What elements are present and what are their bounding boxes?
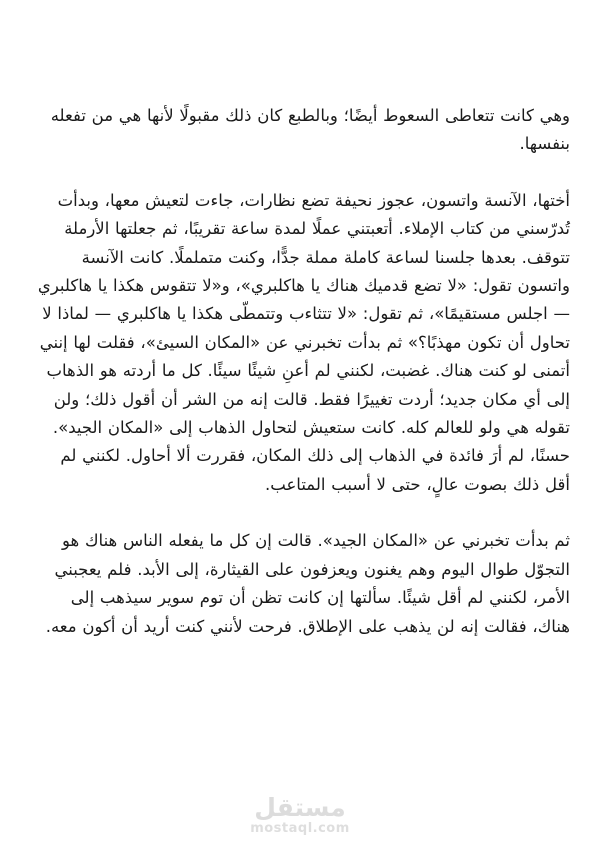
watermark <box>250 795 350 836</box>
mostaql-url: mostaql.com <box>250 821 350 836</box>
paragraph-3: ثم بدأت تخبرني عن «المكان الجيد». قالت إن كل ما يفعله الناس هناك هو التجوّل طوال اليوم وهم يغنون ويعزفون على القيثارة، إلى الأبد. فلم يعجبني الأمر، لكنني لم أقل شيئًا. سألتها إن كانت تظن أن توم سوير سيذهب إلى هناك، فقالت إنه لن يذهب على الإطلاق. فرحت لأنني كنت أريد أن أكون معه. <box>45 531 570 636</box>
paragraph-2: أختها، الآنسة واتسون، عجوز نحيفة تضع نظارات، جاءت لتعيش معها، وبدأت تُدرّسني من كتاب الإملاء. أتعبتني عملًا لمدة ساعة تقريبًا، ثم جعلتها الأرملة تتوقف. بعدها جلسنا لساعة كاملة مملة جدًّا، وكنت متململًا. كانت الآنسة واتسون تقول: «لا تضع قدميك هناك يا هاكلبري»، و«لا تتقوس هكذا يا هاكلبري — اجلس مستقيمًا»، ثم تقول: «لا تتثاءب وتتمطّى هكذا يا هاكلبري — لماذا لا تحاول أن تكون مهذبًا؟» ثم بدأت تخبرني عن «المكان السيئ»، فقلت لها إنني أتمنى لو كنت هناك. غضبت، لكنني لم أعنِ شيئًا سيئًا. كل ما أردته هو الذهاب إلى أي مكان جديد؛ أردت تغييرًا فقط. قالت إنه من الشر أن أقول ذلك؛ ولن تقوله هي ولو للعالم كله. كانت ستعيش لتحاول الذهاب إلى «المكان الجيد». حسنًا، لم أرَ فائدة في الذهاب إلى ذلك المكان، فقررت ألا أحاول. لكنني لم أقل ذلك بصوت عالٍ، حتى لا أسبب المتاعب. <box>37 190 570 494</box>
mostaql-logo: مستقل <box>254 793 346 822</box>
paragraph-1: وهي كانت تتعاطى السعوط أيضًا؛ وبالطبع كان ذلك مقبولًا لأنها هي من تفعله بنفسها. <box>50 106 570 154</box>
